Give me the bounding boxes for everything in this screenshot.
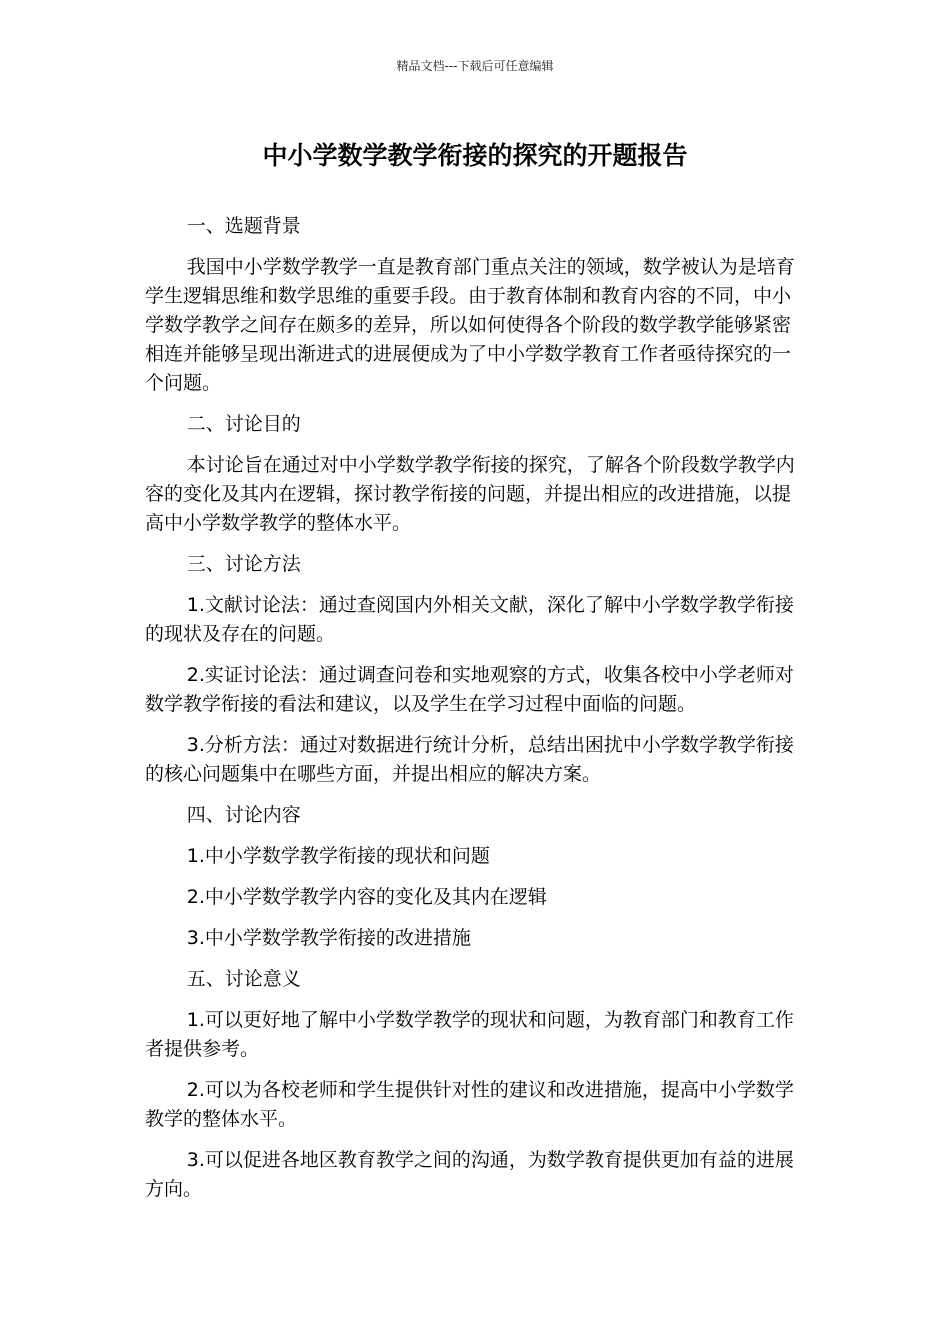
list-item-content-1: 1.中小学数学教学衔接的现状和问题 (186, 845, 490, 867)
paragraph-background: 我国中小学数学教学一直是教育部门重点关注的领域，数学被认为是培育学生逻辑思维和数学思维的重要手段。由于教育体制和教育内容的不同，中小学数学教学之间存在颇多的差异，所以如何使得各个阶段的数学教学能够紧密相连并能够呈现出渐进式的进展便成为了中小学数学教育工作者亟待探究的一个问题。 (145, 256, 795, 394)
paragraph-significance-2: 2.可以为各校老师和学生提供针对性的建议和改进措施，提高中小学数学教学的整体水平。 (145, 1079, 794, 1130)
header-note: 精品文档---下载后可任意编辑 (396, 59, 554, 73)
paragraph-significance-3: 3.可以促进各地区教育教学之间的沟通，为数学教育提供更加有益的进展方向。 (145, 1149, 794, 1200)
list-item-content-2: 2.中小学数学教学内容的变化及其内在逻辑 (186, 886, 547, 908)
paragraph-significance-1: 1.可以更好地了解中小学数学教学的现状和问题，为教育部门和教育工作者提供参考。 (145, 1009, 794, 1060)
paragraph-purpose: 本讨论旨在通过对中小学数学教学衔接的探究，了解各个阶段数学教学内容的变化及其内在逻辑，探讨教学衔接的问题，并提出相应的改进措施，以提高中小学数学教学的整体水平。 (145, 454, 795, 534)
paragraph-method-literature: 1.文献讨论法：通过查阅国内外相关文献，深化了解中小学数学教学衔接的现状及存在的问题。 (145, 594, 794, 645)
paragraph-method-empirical: 2.实证讨论法：通过调查问卷和实地观察的方式，收集各校中小学老师对数学教学衔接的看法和建议，以及学生在学习过程中面临的问题。 (145, 664, 794, 715)
section-heading-significance: 五、讨论意义 (186, 968, 301, 990)
document-body (145, 212, 795, 1216)
paragraph-method-analysis: 3.分析方法：通过对数据进行统计分析，总结出困扰中小学数学教学衔接的核心问题集中在哪些方面，并提出相应的解决方案。 (145, 734, 794, 785)
section-heading-content: 四、讨论内容 (186, 804, 301, 826)
document-title: 中小学数学教学衔接的探究的开题报告 (262, 141, 688, 170)
list-item-content-3: 3.中小学数学教学衔接的改进措施 (186, 927, 471, 949)
section-heading-background: 一、选题背景 (186, 215, 301, 237)
section-heading-methods: 三、讨论方法 (186, 553, 301, 575)
section-heading-purpose: 二、讨论目的 (186, 413, 301, 435)
